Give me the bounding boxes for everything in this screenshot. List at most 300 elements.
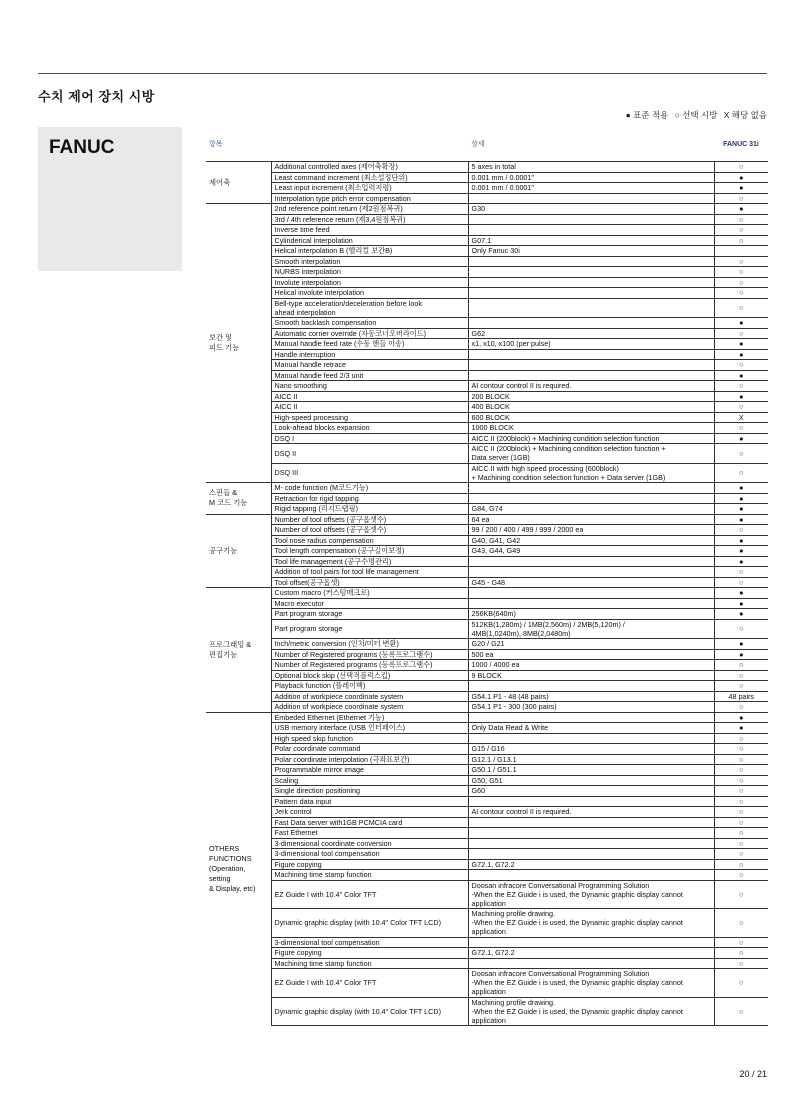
spec-table-body — [206, 162, 768, 1026]
spec-detail: 64 ea — [468, 514, 714, 525]
spec-detail: 1000 BLOCK — [468, 423, 714, 434]
spec-value: ○ — [714, 277, 768, 288]
spec-item: Dynamic graphic display (with 10.4" Color TFT LCD) — [271, 909, 468, 938]
table-row — [206, 402, 768, 413]
spec-value: ○ — [714, 870, 768, 881]
spec-detail: G54.1 P1 - 48 (48 pairs) — [468, 691, 714, 702]
table-row — [206, 381, 768, 392]
spec-detail — [468, 588, 714, 599]
spec-detail — [468, 214, 714, 225]
spec-detail: 400 BLOCK — [468, 402, 714, 413]
spec-item: Polar coordinate command — [271, 744, 468, 755]
table-row — [206, 577, 768, 588]
spec-value: ○ — [714, 444, 768, 464]
spec-detail: Machining profile drawing. -When the EZ Guide i is used, the Dynamic graphic display cannot application — [468, 997, 714, 1026]
spec-detail: 0.001 mm / 0.0001" — [468, 183, 714, 194]
table-row — [206, 370, 768, 381]
spec-detail — [468, 817, 714, 828]
spec-value: ● — [714, 318, 768, 329]
table-row — [206, 318, 768, 329]
spec-detail: AI contour control II is required. — [468, 807, 714, 818]
table-row — [206, 849, 768, 860]
spec-value: ○ — [714, 256, 768, 267]
spec-value: ○ — [714, 423, 768, 434]
spec-item: Interpolation type pitch error compensation — [271, 193, 468, 204]
table-row — [206, 828, 768, 839]
spec-detail — [468, 838, 714, 849]
spec-value: ● — [714, 204, 768, 215]
spec-value: ○ — [714, 193, 768, 204]
spec-detail: 600 BLOCK — [468, 412, 714, 423]
spec-detail: G43, G44, G49 — [468, 546, 714, 557]
spec-item: 3-dimensional tool compensation — [271, 849, 468, 860]
spec-table-header — [206, 127, 768, 162]
table-row — [206, 360, 768, 371]
spec-value: ● — [714, 588, 768, 599]
table-row — [206, 556, 768, 567]
table-row — [206, 535, 768, 546]
spec-value: ○ — [714, 381, 768, 392]
spec-detail: 5 axes in total — [468, 162, 714, 173]
spec-value: ○ — [714, 775, 768, 786]
table-row — [206, 267, 768, 278]
spec-detail — [468, 937, 714, 948]
spec-item: Tool offset(공구옵셋) — [271, 577, 468, 588]
table-row — [206, 670, 768, 681]
spec-value: ○ — [714, 214, 768, 225]
spec-detail: 9 BLOCK — [468, 670, 714, 681]
table-row — [206, 172, 768, 183]
spec-value: ● — [714, 514, 768, 525]
table-row — [206, 567, 768, 578]
group-label: OTHERS FUNCTIONS (Operation, setting & Display, etc) — [206, 712, 271, 1026]
spec-value: ○ — [714, 765, 768, 776]
legend-standard: ● 표준 적용 — [625, 110, 669, 120]
spec-detail: G72.1, G72.2 — [468, 859, 714, 870]
spec-item: Part program storage — [271, 609, 468, 620]
spec-value: ○ — [714, 817, 768, 828]
spec-item: Machining time stamp function — [271, 958, 468, 969]
table-row — [206, 525, 768, 536]
spec-detail — [468, 681, 714, 692]
spec-value: ○ — [714, 235, 768, 246]
spec-value: ○ — [714, 670, 768, 681]
spec-item: Bell-type acceleration/deceleration before look ahead interpolation — [271, 298, 468, 318]
spec-item: AICC II — [271, 391, 468, 402]
spec-item: Manual handle feed 2/3 unit — [271, 370, 468, 381]
group-label: 보간 및 피드 기능 — [206, 204, 271, 483]
spec-detail — [468, 870, 714, 881]
spec-detail: 500 ea — [468, 649, 714, 660]
spec-detail: Only Data Read & Write — [468, 723, 714, 734]
spec-detail: G72.1, G72.2 — [468, 948, 714, 959]
table-row — [206, 598, 768, 609]
spec-item: Macro executor — [271, 598, 468, 609]
spec-detail: AI contour control II is required. — [468, 381, 714, 392]
spec-item: Custom macro (커스텀매크로) — [271, 588, 468, 599]
spec-value: ● — [714, 370, 768, 381]
table-row — [206, 256, 768, 267]
spec-item: Programmable mirror image — [271, 765, 468, 776]
table-row — [206, 193, 768, 204]
spec-detail: Doosan infracore Conversational Programming Solution -When the EZ Guide i is used, the Dynamic graphic display cannot application — [468, 880, 714, 909]
spec-detail: G20 / G21 — [468, 639, 714, 650]
table-row — [206, 786, 768, 797]
spec-value: ○ — [714, 849, 768, 860]
spec-value: ● — [714, 609, 768, 620]
table-row — [206, 463, 768, 483]
spec-value: ○ — [714, 525, 768, 536]
spec-value: ○ — [714, 948, 768, 959]
spec-item: Smooth backlash compensation — [271, 318, 468, 329]
spec-detail — [468, 267, 714, 278]
table-row — [206, 969, 768, 998]
spec-detail: G30 — [468, 204, 714, 215]
spec-value: ○ — [714, 577, 768, 588]
spec-value: ○ — [714, 328, 768, 339]
table-row — [206, 948, 768, 959]
spec-detail: G50, G51 — [468, 775, 714, 786]
spec-value: ○ — [714, 267, 768, 278]
spec-item: 3-dimensional coordinate conversion — [271, 838, 468, 849]
spec-detail — [468, 288, 714, 299]
table-row — [206, 796, 768, 807]
spec-value: ○ — [714, 681, 768, 692]
spec-item: Manual handle feed rate (수동 핸들 이송) — [271, 339, 468, 350]
spec-item: Retraction for rigid tapping — [271, 493, 468, 504]
spec-value: ○ — [714, 567, 768, 578]
spec-value: ● — [714, 723, 768, 734]
spec-value: ● — [714, 172, 768, 183]
table-row — [206, 681, 768, 692]
header-rule — [38, 73, 767, 74]
spec-item: 3-dimensional tool compensation — [271, 937, 468, 948]
spec-item: DSQ II — [271, 444, 468, 464]
spec-detail: Machining profile drawing. -When the EZ Guide i is used, the Dynamic graphic display cannot application — [468, 909, 714, 938]
spec-value: ○ — [714, 360, 768, 371]
spec-item: Smooth interpolation — [271, 256, 468, 267]
spec-item: Handle interruption — [271, 349, 468, 360]
spec-item: EZ Guide I with 10.4" Color TFT — [271, 880, 468, 909]
table-row — [206, 609, 768, 620]
spec-value: ○ — [714, 969, 768, 998]
spec-item: High speed skip function — [271, 733, 468, 744]
spec-detail: G40, G41, G42 — [468, 535, 714, 546]
spec-value: ○ — [714, 660, 768, 671]
spec-detail — [468, 277, 714, 288]
spec-value: ● — [714, 183, 768, 194]
spec-item: Addition of workpiece coordinate system — [271, 691, 468, 702]
table-row — [206, 754, 768, 765]
spec-value: ○ — [714, 807, 768, 818]
spec-detail: AICC II (200block) + Machining condition selection function — [468, 433, 714, 444]
spec-item: Optional block skip (선택적블럭스킵) — [271, 670, 468, 681]
group-label: 공구기능 — [206, 514, 271, 588]
spec-item: Cylinderical interpolation — [271, 235, 468, 246]
spec-item: Helical involute interpolation — [271, 288, 468, 299]
spec-detail — [468, 360, 714, 371]
spec-item: Polar coordinate interpolation (극좌표보간) — [271, 754, 468, 765]
spec-item: Jerk control — [271, 807, 468, 818]
spec-item: Pattern data input — [271, 796, 468, 807]
table-row — [206, 349, 768, 360]
spec-value: ● — [714, 546, 768, 557]
spec-value: ○ — [714, 298, 768, 318]
spec-value: ○ — [714, 754, 768, 765]
table-row — [206, 288, 768, 299]
spec-item: AICC II — [271, 402, 468, 413]
table-row — [206, 483, 768, 494]
spec-item: Involute interpolation — [271, 277, 468, 288]
spec-value: ● — [714, 598, 768, 609]
spec-detail: G07.1 — [468, 235, 714, 246]
spec-detail: 256KB(640m) — [468, 609, 714, 620]
spec-table — [206, 127, 768, 1026]
spec-detail — [468, 349, 714, 360]
spec-value: ○ — [714, 937, 768, 948]
page-title: 수치 제어 장치 시방 — [38, 89, 155, 104]
spec-detail — [468, 483, 714, 494]
table-row — [206, 328, 768, 339]
spec-item: Additional controlled axes (제어축확장) — [271, 162, 468, 173]
spec-value: ○ — [714, 786, 768, 797]
spec-item: Tool nose radius compensation — [271, 535, 468, 546]
spec-detail — [468, 193, 714, 204]
table-row — [206, 838, 768, 849]
spec-value: ○ — [714, 828, 768, 839]
table-row — [206, 870, 768, 881]
spec-item: NURBS interpolation — [271, 267, 468, 278]
spec-item: M- code function (M코드기능) — [271, 483, 468, 494]
table-row — [206, 235, 768, 246]
table-row — [206, 514, 768, 525]
spec-item: Part program storage — [271, 619, 468, 639]
spec-detail: 200 BLOCK — [468, 391, 714, 402]
spec-detail: AICC II with high speed processing (600block) + Machining condition selection function + Data server (1GB) — [468, 463, 714, 483]
table-row — [206, 880, 768, 909]
table-row — [206, 298, 768, 318]
spec-value: ○ — [714, 733, 768, 744]
table-row — [206, 958, 768, 969]
spec-value: ○ — [714, 997, 768, 1026]
table-row — [206, 504, 768, 515]
spec-item: Dynamic graphic display (with 10.4" Color TFT LCD) — [271, 997, 468, 1026]
legend-optional: ○ 선택 시방 — [674, 110, 718, 120]
spec-value: ○ — [714, 859, 768, 870]
group-label: 제어축 — [206, 162, 271, 204]
spec-item: Tool life management (공구수명관리) — [271, 556, 468, 567]
spec-detail: G15 / G16 — [468, 744, 714, 755]
spec-detail: AICC II (200block) + Machining condition selection function + Data server (1GB) — [468, 444, 714, 464]
spec-value: ○ — [714, 463, 768, 483]
spec-detail — [468, 796, 714, 807]
spec-item: USB memory interface (USB 인터페이스) — [271, 723, 468, 734]
table-row — [206, 204, 768, 215]
spec-item: Rigid tapping (리지드탭핑) — [271, 504, 468, 515]
spec-value: ○ — [714, 880, 768, 909]
spec-item: Automatic corner override (자동코너오버라이드) — [271, 328, 468, 339]
spec-value: ○ — [714, 702, 768, 713]
spec-detail: G54.1 P1 - 300 (300 pairs) — [468, 702, 714, 713]
spec-value: X — [714, 412, 768, 423]
table-row — [206, 639, 768, 650]
spec-value: ● — [714, 339, 768, 350]
spec-item: EZ Guide I with 10.4" Color TFT — [271, 969, 468, 998]
table-row — [206, 660, 768, 671]
spec-value: ○ — [714, 402, 768, 413]
table-row — [206, 702, 768, 713]
spec-detail: G45 - G48 — [468, 577, 714, 588]
table-row — [206, 817, 768, 828]
spec-item: Addition of tool pairs for tool life management — [271, 567, 468, 578]
table-row — [206, 444, 768, 464]
spec-value: ○ — [714, 958, 768, 969]
group-label: 스핀들 & M 코드 기능 — [206, 483, 271, 515]
group-label: 프로그래밍 & 편집기능 — [206, 588, 271, 713]
spec-item: Manual handle retrace — [271, 360, 468, 371]
spec-value: ● — [714, 504, 768, 515]
table-row — [206, 433, 768, 444]
spec-value: ○ — [714, 288, 768, 299]
table-row — [206, 391, 768, 402]
page-number: 20 / 21 — [739, 1069, 767, 1079]
spec-detail: G50.1 / G51.1 — [468, 765, 714, 776]
spec-item: Scaling — [271, 775, 468, 786]
spec-value: ○ — [714, 162, 768, 173]
spec-item: Inverse time feed — [271, 225, 468, 236]
table-row — [206, 277, 768, 288]
spec-value: ○ — [714, 909, 768, 938]
spec-value: ● — [714, 493, 768, 504]
spec-detail: G60 — [468, 786, 714, 797]
brand-panel — [38, 127, 182, 271]
spec-detail — [468, 556, 714, 567]
spec-item: Least input increment (최소입력지령) — [271, 183, 468, 194]
spec-detail — [468, 370, 714, 381]
spec-detail — [468, 828, 714, 839]
spec-detail: 512KB(1,280m) / 1MB(2,560m) / 2MB(5,120m) / 4MB(1,0240m), 8MB(2,0480m) — [468, 619, 714, 639]
spec-value: ○ — [714, 225, 768, 236]
spec-item: Machining time stamp function — [271, 870, 468, 881]
spec-value: ○ — [714, 838, 768, 849]
table-row — [206, 733, 768, 744]
legend-na: X 해당 없음 — [723, 110, 767, 120]
table-row — [206, 339, 768, 350]
spec-value: ● — [714, 349, 768, 360]
table-row — [206, 712, 768, 723]
header-item: 항목 — [206, 127, 271, 162]
spec-item: Tool length compensation (공구길이보정) — [271, 546, 468, 557]
brand-name: FANUC — [49, 137, 115, 158]
spec-item: Look-ahead blocks expansion — [271, 423, 468, 434]
spec-detail: 99 / 200 / 400 / 499 / 999 / 2000 ea — [468, 525, 714, 536]
spec-item: Number of Registered programs (등록프로그램수) — [271, 649, 468, 660]
spec-detail: Doosan infracore Conversational Programming Solution -When the EZ Guide i is used, the Dynamic graphic display cannot application — [468, 969, 714, 998]
table-row — [206, 214, 768, 225]
table-row — [206, 183, 768, 194]
spec-value: ● — [714, 712, 768, 723]
spec-value — [714, 246, 768, 257]
table-row — [206, 588, 768, 599]
spec-detail — [468, 225, 714, 236]
spec-item: 2nd reference point return (제2원점복귀) — [271, 204, 468, 215]
spec-detail — [468, 493, 714, 504]
spec-item: Fast Ethernet — [271, 828, 468, 839]
spec-value: ● — [714, 483, 768, 494]
spec-item: 3rd / 4th reference return (제3,4원점복귀) — [271, 214, 468, 225]
spec-detail — [468, 958, 714, 969]
spec-value: ● — [714, 535, 768, 546]
table-row — [206, 649, 768, 660]
table-row — [206, 546, 768, 557]
spec-item: Number of tool offsets (공구옵셋수) — [271, 514, 468, 525]
spec-value: ● — [714, 433, 768, 444]
table-row — [206, 997, 768, 1026]
spec-item: Figure copying — [271, 859, 468, 870]
spec-value: ● — [714, 391, 768, 402]
table-row — [206, 619, 768, 639]
table-row — [206, 765, 768, 776]
spec-item: Addition of workpiece coordinate system — [271, 702, 468, 713]
spec-item: Fast Data server with1GB PCMCIA card — [271, 817, 468, 828]
spec-item: Number of Registered programs (등록프로그램수) — [271, 660, 468, 671]
spec-detail — [468, 849, 714, 860]
spec-item: DSQ III — [271, 463, 468, 483]
table-row — [206, 859, 768, 870]
table-row — [206, 162, 768, 173]
header-model: FANUC 31i — [714, 127, 768, 162]
spec-detail: G84, G74 — [468, 504, 714, 515]
table-row — [206, 225, 768, 236]
table-row — [206, 807, 768, 818]
spec-item: Inch/metric conversion (인치/미터 변환) — [271, 639, 468, 650]
table-row — [206, 775, 768, 786]
spec-item: Least command increment (최소설정단위) — [271, 172, 468, 183]
table-row — [206, 246, 768, 257]
spec-detail: G12.1 / G13.1 — [468, 754, 714, 765]
table-row — [206, 691, 768, 702]
spec-value: ○ — [714, 619, 768, 639]
spec-item: DSQ I — [271, 433, 468, 444]
spec-detail: G62 — [468, 328, 714, 339]
spec-item: Playback function (플레이백) — [271, 681, 468, 692]
spec-item: Helical interpolation B (헬리컬 보간B) — [271, 246, 468, 257]
spec-detail — [468, 256, 714, 267]
spec-item: Number of tool offsets (공구옵셋수) — [271, 525, 468, 536]
spec-detail: Only Fanuc 30i — [468, 246, 714, 257]
header-detail: 상세 — [468, 127, 714, 162]
spec-detail: 1000 / 4000 ea — [468, 660, 714, 671]
spec-item: Nano smoothing — [271, 381, 468, 392]
spec-detail — [468, 318, 714, 329]
table-row — [206, 493, 768, 504]
spec-item: Embeded Ethernet (Ethernet 기능) — [271, 712, 468, 723]
table-row — [206, 723, 768, 734]
table-row — [206, 909, 768, 938]
spec-detail — [468, 298, 714, 318]
spec-detail — [468, 733, 714, 744]
spec-item: Single direction positioning — [271, 786, 468, 797]
spec-item: Figure copying — [271, 948, 468, 959]
spec-value: ● — [714, 556, 768, 567]
spec-value: 48 pairs — [714, 691, 768, 702]
spec-value: ● — [714, 649, 768, 660]
table-row — [206, 412, 768, 423]
spec-detail — [468, 567, 714, 578]
spec-item: High-speed processing — [271, 412, 468, 423]
spec-detail — [468, 598, 714, 609]
legend — [622, 109, 767, 121]
